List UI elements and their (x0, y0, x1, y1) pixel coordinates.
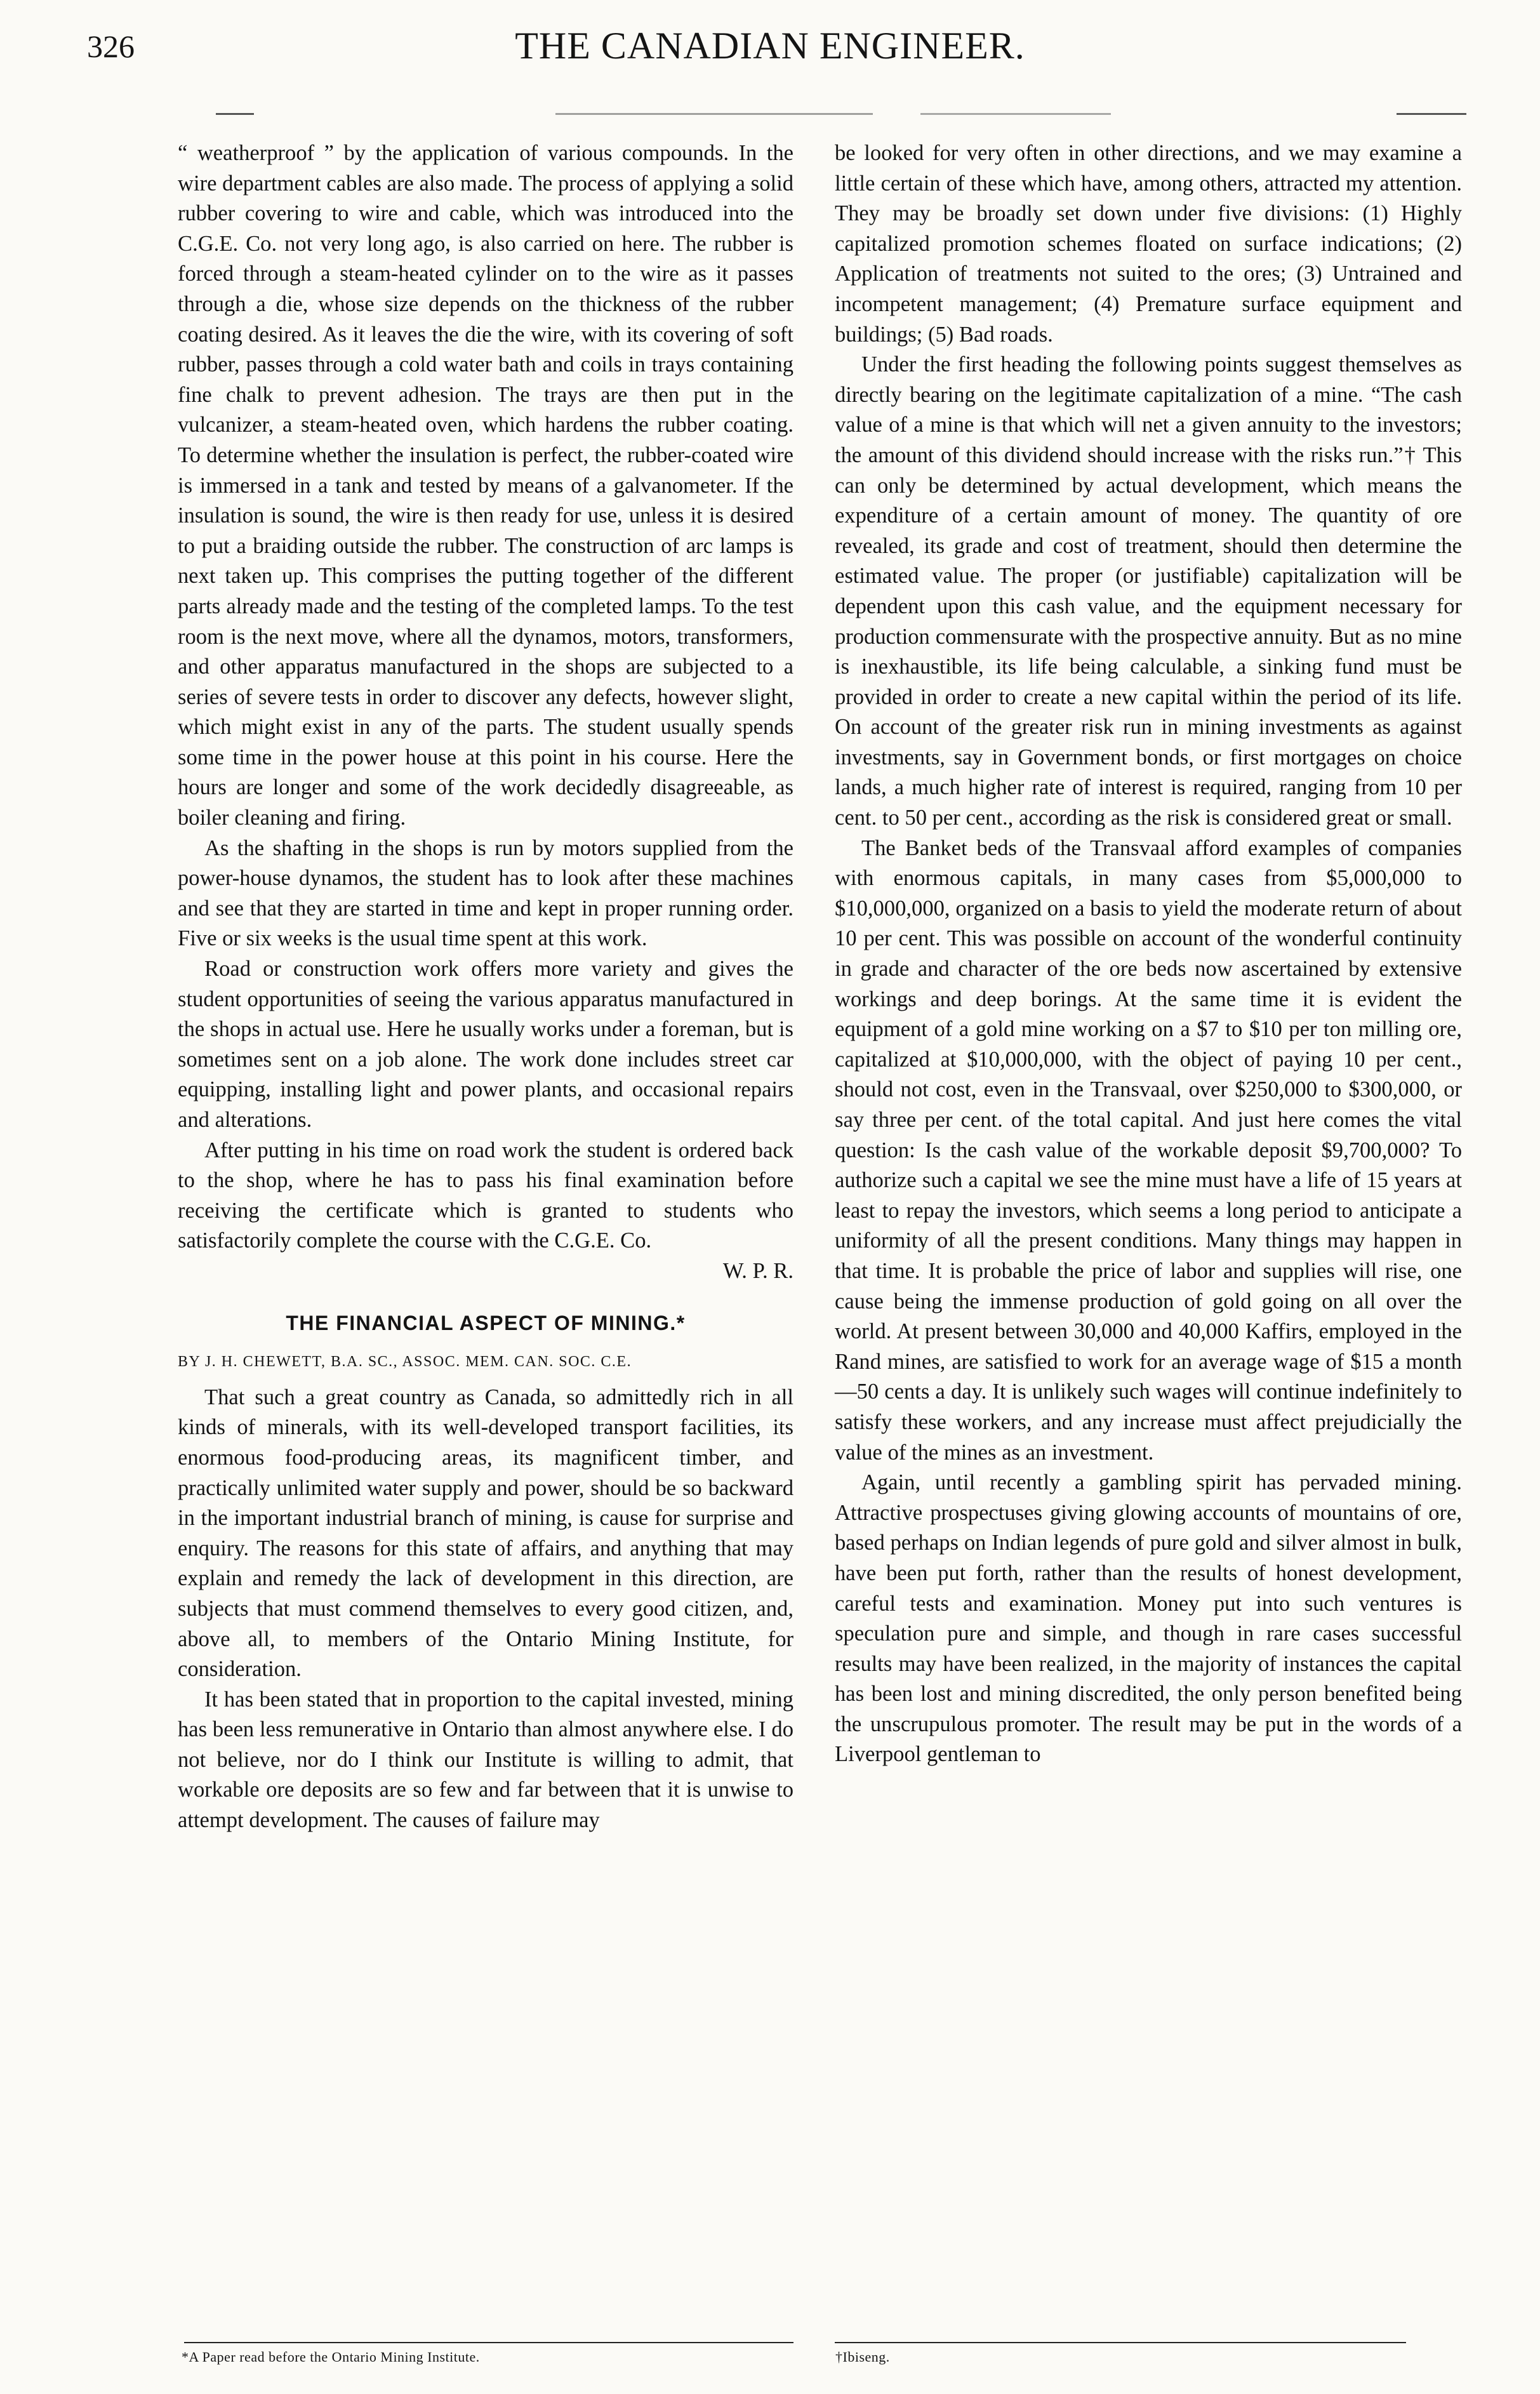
header-rule (555, 113, 873, 115)
footnote-rule (835, 2342, 1406, 2343)
footnote-rule (184, 2342, 793, 2343)
paragraph (178, 1136, 793, 1287)
paragraph: As the shafting in the shops is run by motors supplied from the power-house dynamos, the student has to look after these machines and see that they are started in time and kept in proper running order. Five or six weeks is the usual time spent at this work. (178, 835, 793, 951)
left-column (178, 138, 793, 1836)
page-number: 326 (87, 29, 135, 64)
header-rule (920, 113, 1111, 115)
paragraph: “ weatherproof ” by the application of various compounds. In the wire department cables are also made. The process of applying a solid rubber covering to wire and cable, which was introduced into the C.G.E. Co. not very long ago, is also carried on here. The rubber is forced through a steam-heated cylinder on to the wire as it passes through a die, whose size depends on the thickness of the rubber coating desired. As it leaves the die the wire, with its covering of soft rubber, passes through a cold water bath and coils in trays containing fine chalk to prevent adhesion. The trays are then put in the vulcanizer, a steam-heated oven, which hardens the rubber coating. To determine whether the insulation is perfect, the rubber-coated wire is immersed in a tank and tested by means of a galvanometer. If the insulation is sound, the wire is then ready for use, unless it is desired to put a braiding outside the rubber. The construction of arc lamps is next taken up. This comprises the putting together of the different parts already made and the testing of the completed lamps. To the test room is the next move, where all the dynamos, motors, transformers, and other apparatus manufactured in the shops are subjected to a series of severe tests in order to discover any defects, however slight, which might exist in any of the parts. The student usually spends some time in the power house at this point in his course. Here the hours are longer and some of the work decidedly disagreeable, as boiler cleaning and firing. (178, 141, 793, 830)
running-head: THE CANADIAN ENGINEER. (515, 25, 1025, 67)
paragraph: Again, until recently a gambling spirit has pervaded mining. Attractive prospectuses giving glowing accounts of mountains of ore, based perhaps on Indian legends of pure gold and silver almost in bulk, have been put forth, rather than the results of honest development, careful tests and examination. Money put into such ventures is speculation pure and simple, and though in rare cases successful results may have been realized, in the majority of instances the capital has been lost and mining discredited, the only person benefited being the unscrupulous promoter. The result may be put in the words of a Liverpool gentleman to (835, 1470, 1462, 1767)
paragraph: That such a great country as Canada, so admittedly rich in all kinds of minerals, with its well-developed transport facilities, its enormous food-producing areas, its magnificent timber, and practically unlimited water supply and power, should be so backward in the important industrial branch of mining, is cause for surprise and enquiry. The reasons for this state of affairs, and anything that may explain and remedy the lack of development in this direction, are subjects that must commend themselves to every good citizen, and, above all, to members of the Ontario Mining Institute, for consideration. (178, 1385, 793, 1682)
footnote: †Ibiseng. (835, 2349, 890, 2365)
paragraph: Under the first heading the following points suggest themselves as directly bearing on the legitimate capitalization of a mine. “The cash value of a mine is that which will net a given annuity to the investors; the amount of this dividend should increase with the risks run.”† This can only be determined by actual development, which means the expenditure of a certain amount of money. The quantity of ore revealed, its grade and cost of treatment, should then determine the estimated value. The proper (or justifiable) capitalization will be dependent upon this cash value, and the equipment necessary for production commensurate with the prospective annuity. But as no mine is inexhaustible, its life being calculable, a sinking fund must be provided in order to create a new capital within the period of its life. On account of the greater risk run in mining investments as against investments, say in Government bonds, or first mortgages on choice lands, a much higher rate of interest is required, ranging from 10 per cent. to 50 per cent., according as the risk is considered great or small. (835, 352, 1462, 830)
paragraph-text: After putting in his time on road work the student is ordered back to the shop, where he has to pass his final examination before receiving the certificate which is granted to students who satisfactorily complete the course with the C.G.E. Co. (178, 1138, 793, 1253)
paragraph: It has been stated that in proportion to the capital invested, mining has been less remunerative in Ontario than almost anywhere else. I do not believe, nor do I think our Institute is willing to admit, that workable ore deposits are so few and far between that it is unwise to attempt development. The causes of failure may (178, 1687, 793, 1833)
paragraph: The Banket beds of the Transvaal afford examples of companies with enormous capitals, in many cases from $5,000,000 to $10,000,000, organized on a basis to yield the moderate return of about 10 per cent. This was possible on account of the wonderful continuity in grade and character of the ore beds now ascertained by extensive workings and deep borings. At the same time it is evident the equipment of a gold mine working on a $7 to $10 per ton milling ore, capitalized at $10,000,000, with the object of paying 10 per cent., should not cost, even in the Transvaal, over $250,000 to $300,000, or say three per cent. of the total capital. And just here comes the vital question: Is the cash value of the workable deposit $9,700,000? To authorize such a capital we see the mine must have a life of 15 years at least to repay the investors, which seems a long period to anticipate a uniformity of all the present conditions. Many things may happen in that time. It is probable the price of labor and supplies will rise, one cause being the immense production of gold going on all over the world. At present between 30,000 and 40,000 Kaffirs, employed in the Rand mines, are satisfied to work for an average wage of $15 a month —50 cents a day. It is unlikely such wages will continue indefinitely to satisfy these workers, and any increase must affect prejudicially the value of the mines as an investment. (835, 835, 1462, 1465)
byline: BY J. H. CHEWETT, B.A. SC., ASSOC. MEM. CAN. SOC. C.E. (178, 1353, 632, 1371)
footnote: *A Paper read before the Ontario Mining Institute. (182, 2349, 480, 2365)
right-column (835, 138, 1462, 1770)
paragraph: Road or construction work offers more variety and gives the student opportunities of seeing the various apparatus manufactured in the shops in actual use. Here he usually works under a foreman, but is sometimes sent on a job alone. The work done includes street car equipping, installing light and power plants, and occasional repairs and alterations. (178, 957, 793, 1132)
paragraph: be looked for very often in other directions, and we may examine a little certain of these which have, among others, attracted my attention. They may be broadly set down under five divisions: (1) Highly capitalized promotion schemes floated on surface indications; (2) Application of treatments not suited to the ores; (3) Untrained and incompetent management; (4) Premature surface equipment and buildings; (5) Bad roads. (835, 141, 1462, 347)
article-title: THE FINANCIAL ASPECT OF MINING.* (286, 1311, 686, 1334)
signature: W. P. R. (722, 1258, 793, 1283)
header-rule (216, 113, 254, 115)
header-rule (1397, 113, 1466, 115)
